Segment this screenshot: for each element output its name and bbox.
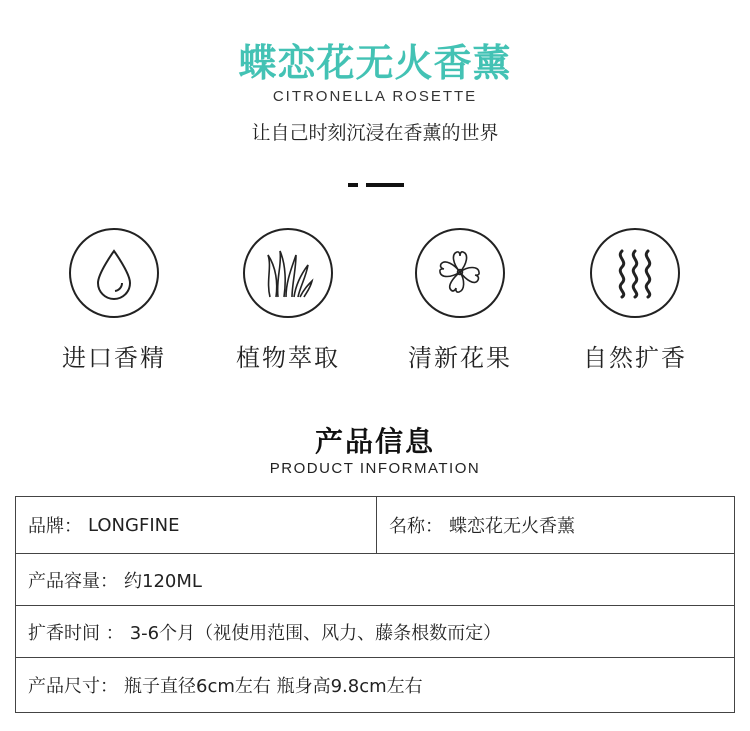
table-row [16, 606, 734, 658]
capacity-value: 约120ML [124, 570, 202, 592]
brand-value: LONGFINE [88, 514, 180, 536]
divider-bar [366, 183, 404, 187]
table-row [16, 497, 734, 554]
feature-label: 清新花果 [408, 344, 512, 372]
water-drop-icon [69, 228, 159, 318]
brand-cell [16, 497, 376, 553]
flower-icon [415, 228, 505, 318]
name-label: 名称： [389, 516, 443, 537]
name-cell [376, 497, 734, 553]
feature-fresh-fruit [400, 228, 520, 373]
feature-label: 植物萃取 [236, 344, 340, 372]
feature-plant-extract [228, 228, 348, 373]
wavy-lines-icon [590, 228, 680, 318]
product-title: 蝶恋花无火香薰 [238, 41, 512, 85]
size-value: 瓶子直径6cm左右 瓶身高9.8cm左右 [124, 676, 423, 697]
table-row [16, 658, 734, 712]
duration-label: 扩香时间 ： [28, 622, 124, 644]
info-section-title: 产品信息 [314, 425, 435, 458]
plant-leaves-icon [243, 228, 333, 318]
duration-cell [16, 606, 734, 657]
feature-imported-fragrance [54, 228, 174, 373]
feature-label: 自然扩香 [583, 344, 687, 372]
info-section-subtitle: PRODUCT INFORMATION [269, 460, 481, 477]
brand-label: 品牌： [28, 516, 82, 537]
divider-dash [348, 183, 358, 187]
feature-label: 进口香精 [62, 344, 166, 372]
product-subtitle: CITRONELLA ROSETTE [272, 88, 478, 105]
name-value: 蝶恋花无火香薰 [449, 516, 575, 537]
slogan: 让自己时刻沉浸在香薰的世界 [251, 122, 499, 144]
duration-value: 3-6个月（视使用范围、风力、藤条根数而定） [129, 622, 502, 644]
table-row [16, 554, 734, 606]
capacity-cell [16, 554, 734, 605]
size-cell [16, 658, 734, 712]
feature-natural-diffusion [575, 228, 695, 373]
size-label: 产品尺寸： [28, 676, 118, 697]
product-info-table [15, 496, 735, 713]
capacity-label: 产品容量： [28, 570, 118, 592]
